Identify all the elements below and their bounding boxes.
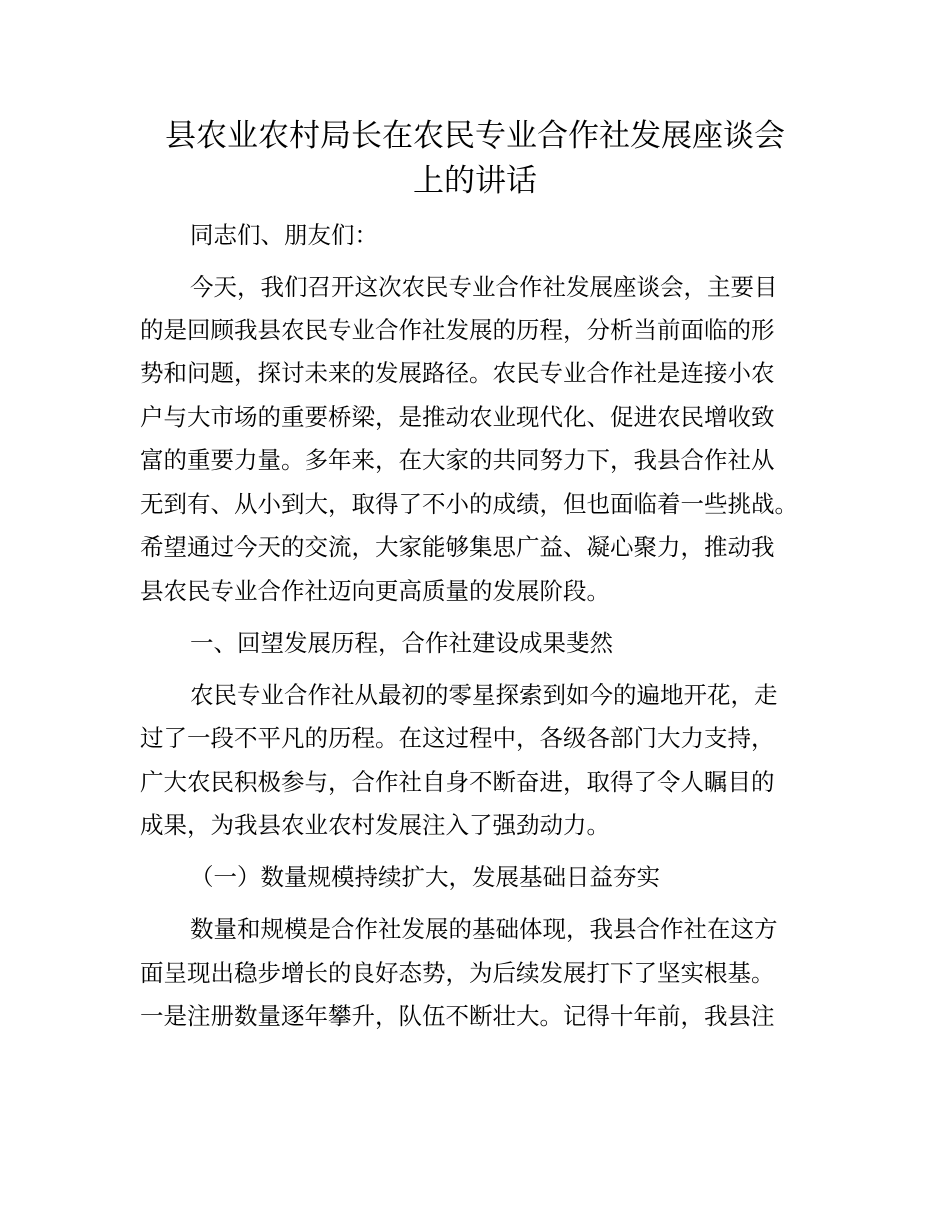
- paragraph-1-line: 希望通过今天的交流，大家能够集思广益、凝心聚力，推动我: [140, 533, 775, 561]
- greeting: 同志们、朋友们：: [190, 221, 378, 249]
- paragraph-1-line: 县农民专业合作社迈向更高质量的发展阶段。: [140, 577, 610, 605]
- paragraph-1-line: 今天，我们召开这次农民专业合作社发展座谈会，主要目: [190, 273, 778, 301]
- document-title-line-1: 县农业农村局长在农民专业合作社发展座谈会: [165, 118, 785, 154]
- paragraph-1-line: 的是回顾我县农民专业合作社发展的历程，分析当前面临的形: [140, 316, 775, 344]
- paragraph-3-line: 一是注册数量逐年攀升，队伍不断壮大。记得十年前，我县注: [140, 1002, 775, 1030]
- paragraph-2-line: 过了一段不平凡的历程。在这过程中，各级各部门大力支持，: [140, 724, 775, 752]
- paragraph-2-line: 成果，为我县农业农村发展注入了强劲动力。: [140, 811, 610, 839]
- paragraph-3-line: 数量和规模是合作社发展的基础体现，我县合作社在这方: [190, 915, 778, 943]
- paragraph-1-line: 富的重要力量。多年来，在大家的共同努力下，我县合作社从: [140, 446, 775, 474]
- subsection-heading: （一）数量规模持续扩大，发展基础日益夯实: [190, 863, 660, 891]
- paragraph-2-line: 农民专业合作社从最初的零星探索到如今的遍地开花，走: [190, 681, 778, 709]
- paragraph-1-line: 户与大市场的重要桥梁，是推动农业现代化、促进农民增收致: [140, 403, 775, 431]
- paragraph-2-line: 广大农民积极参与，合作社自身不断奋进，取得了令人瞩目的: [140, 768, 775, 796]
- paragraph-1-line: 无到有、从小到大，取得了不小的成绩，但也面临着一些挑战。: [140, 490, 798, 518]
- document-title-line-2: 上的讲话: [413, 163, 537, 199]
- paragraph-3-line: 面呈现出稳步增长的良好态势，为后续发展打下了坚实根基。: [140, 959, 775, 987]
- section-heading: 一、回望发展历程，合作社建设成果斐然: [190, 629, 613, 657]
- paragraph-1-line: 势和问题，探讨未来的发展路径。农民专业合作社是连接小农: [140, 359, 775, 387]
